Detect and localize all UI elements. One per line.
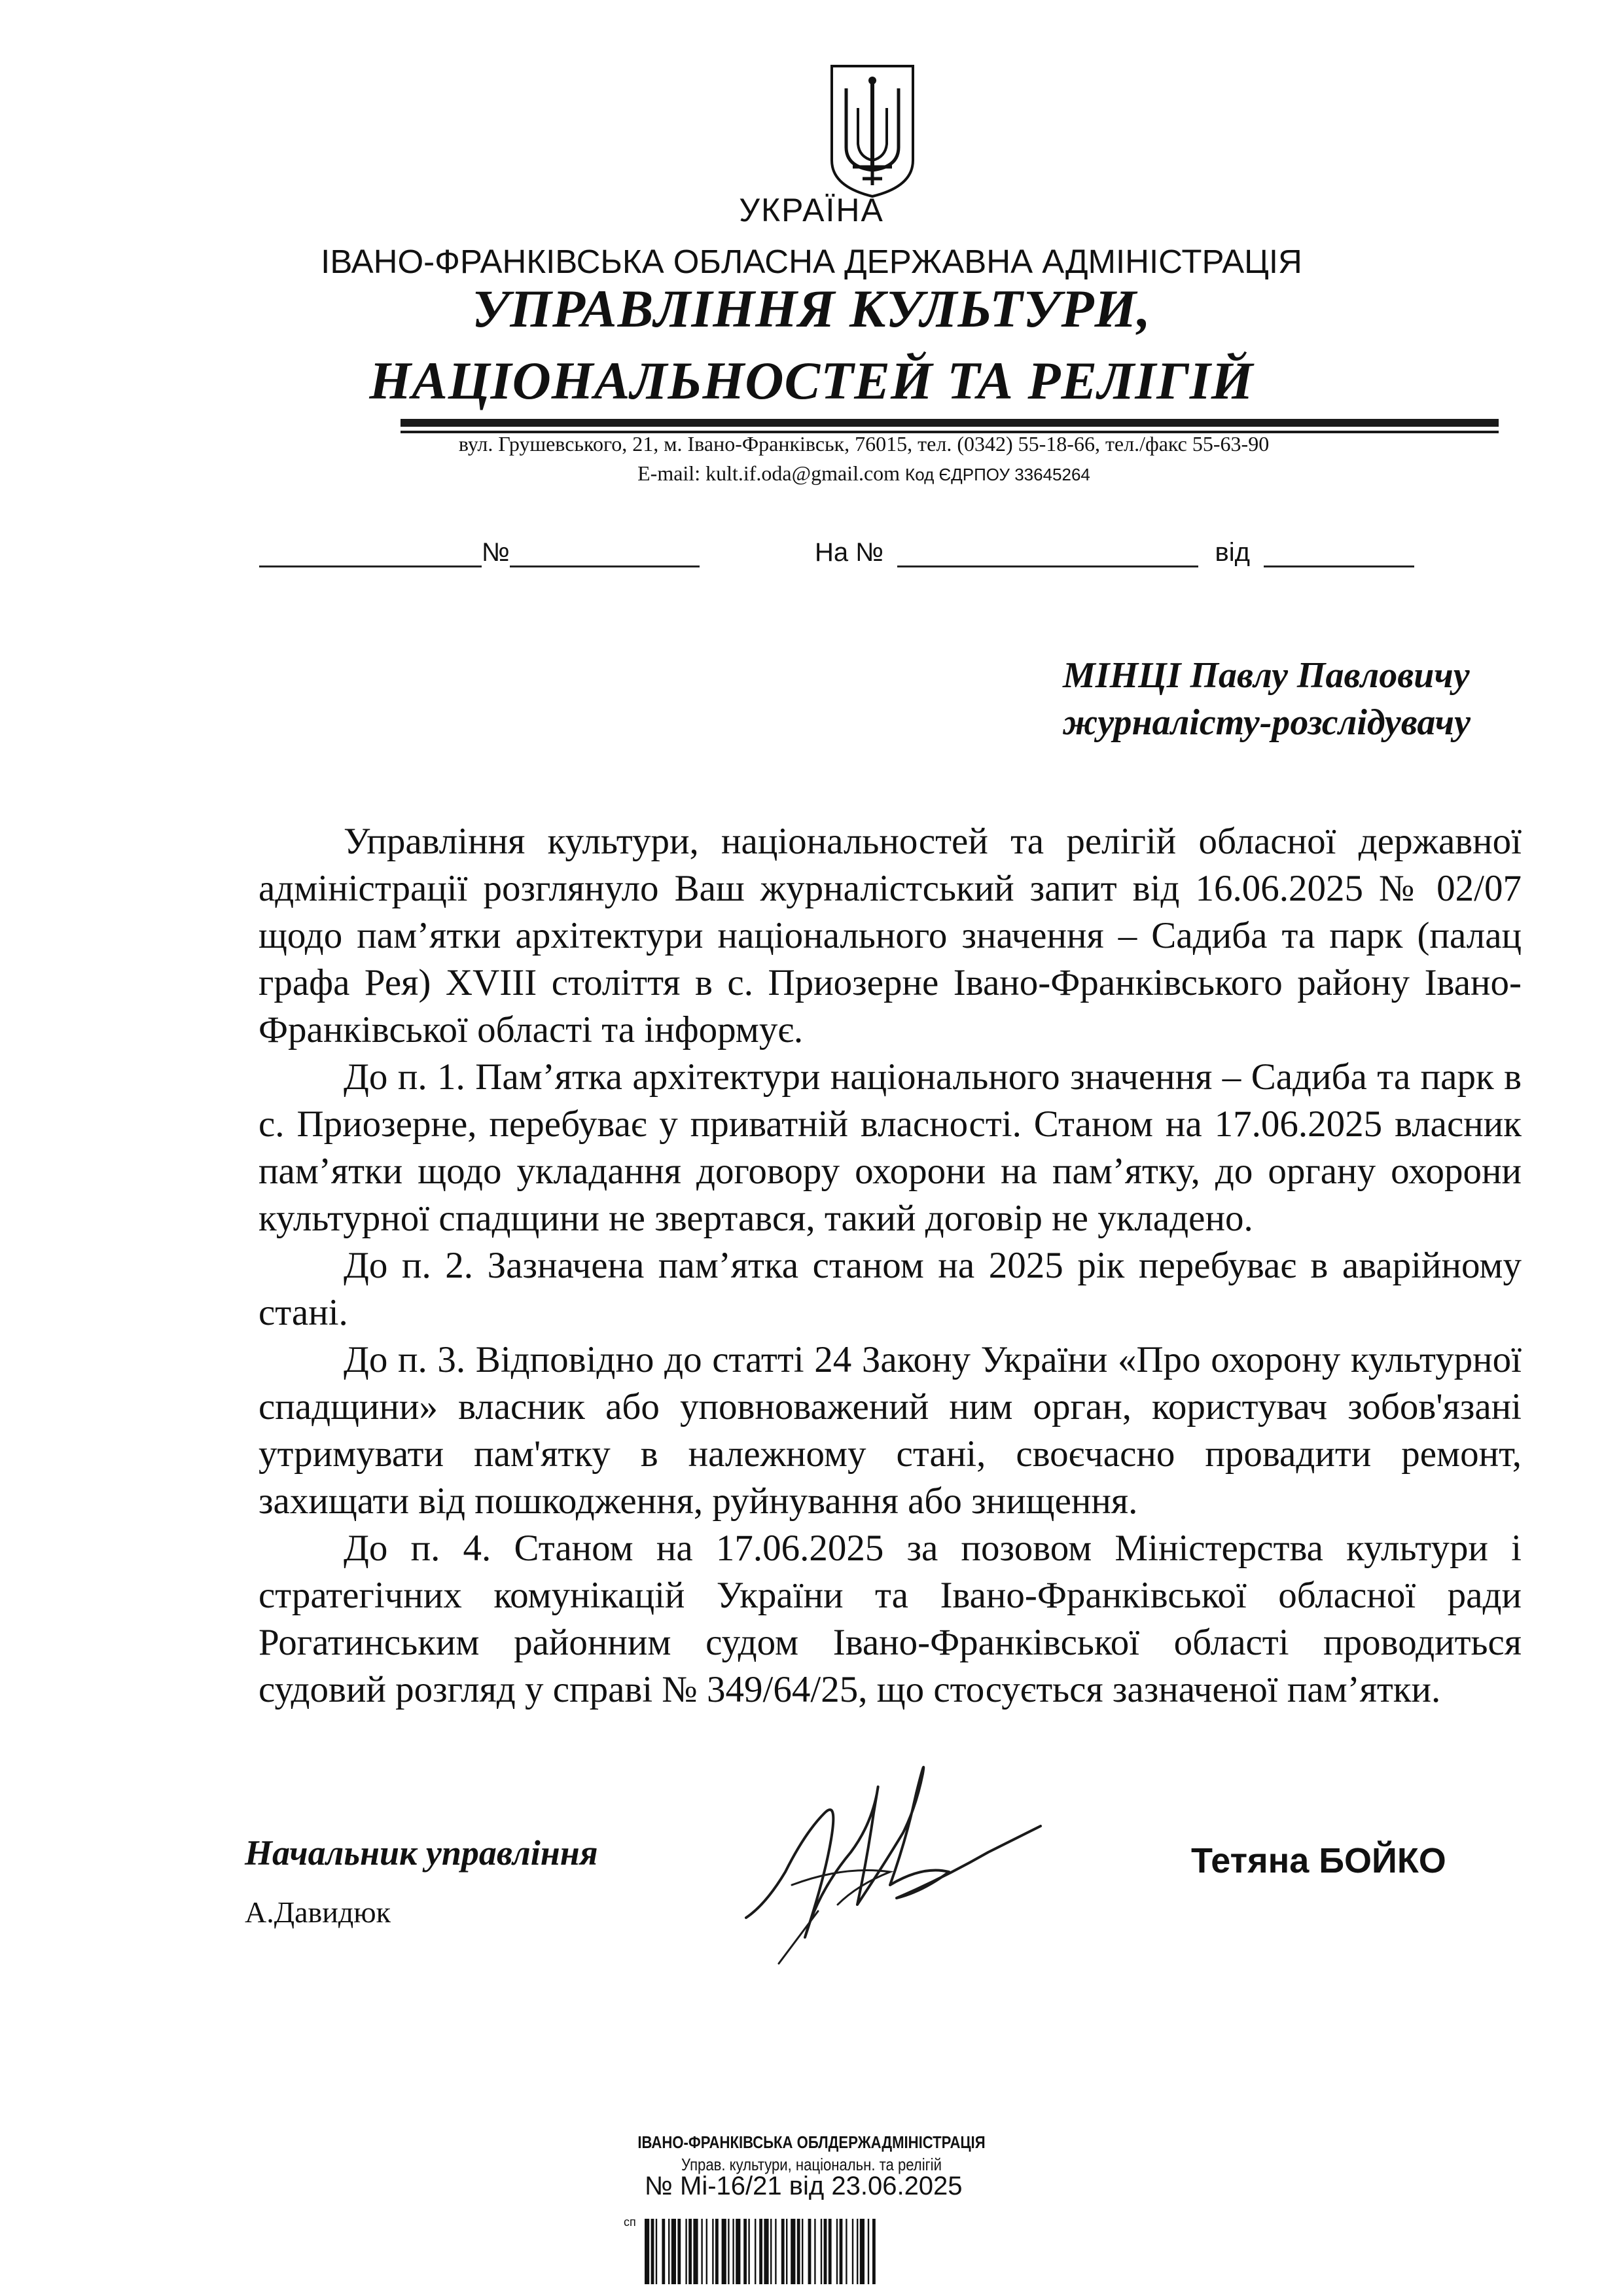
- barcode-bar: [791, 2219, 795, 2284]
- barcode-bar: [701, 2219, 702, 2284]
- administration-heading: ІВАНО-ФРАНКІВСЬКА ОБЛАСНА ДЕРЖАВНА АДМІНІСТРАЦІЯ: [321, 243, 1302, 280]
- executor-name: А.Давидюк: [245, 1895, 391, 1929]
- body-paragraph: До п. 3. Відповідно до статті 24 Закону України «Про охорону культурної спадщини» власник або уповноважений ним орган, користувач зобов'язані утримувати пам'ятку в належному стані, своєчасно провадити ремонт, захищати від пошкодження, руйнування або знищення.: [259, 1339, 1522, 1522]
- barcode-bar: [645, 2219, 649, 2284]
- barcode-bar: [852, 2219, 853, 2284]
- barcode-bar: [736, 2219, 740, 2284]
- body-paragraph: До п. 4. Станом на 17.06.2025 за позовом Міністерства культури і стратегічних комунікацій України та Івано-Франківської обласної ради Рогатинським районним судом Івано-Франківської області проводиться судовий розгляд у справі № 349/64/25, що стосується зазначеної пам’ятки.: [259, 1528, 1522, 1710]
- barcode-bar: [677, 2219, 681, 2284]
- barcode-bar: [715, 2219, 719, 2284]
- stamp-registration-number: № Мі-16/21 від 23.06.2025: [645, 2172, 963, 2200]
- number-label: №: [482, 538, 510, 567]
- barcode-bar: [662, 2219, 665, 2284]
- barcode-bar: [775, 2219, 776, 2284]
- barcode-bar: [802, 2219, 803, 2284]
- department-title-line2: НАЦІОНАЛЬНОСТЕЙ ТА РЕЛІГІЙ: [369, 351, 1254, 410]
- barcode-bar: [808, 2219, 812, 2284]
- address-line: вул. Грушевського, 21, м. Івано-Франківськ, 76015, тел. (0342) 55-18-66, тел./факс 55-63-90: [458, 432, 1270, 456]
- barcode-bar: [814, 2219, 815, 2284]
- barcode-bar: [706, 2219, 707, 2284]
- barcode-bar: [781, 2219, 785, 2284]
- barcode-bar: [829, 2219, 832, 2284]
- barcode-bar: [840, 2219, 843, 2284]
- barcode-bar: [860, 2219, 865, 2284]
- barcode-bar: [821, 2219, 822, 2284]
- signatory-position: Начальник управління: [245, 1833, 598, 1873]
- signatory-name: Тетяна БОЙКО: [1191, 1841, 1446, 1880]
- registration-line: [259, 537, 1424, 576]
- barcode-bar: [786, 2219, 787, 2284]
- ref-date-blank: [1264, 537, 1414, 567]
- letter-body: [259, 818, 1522, 1713]
- barcode-bar: [728, 2219, 729, 2284]
- barcode-bar: [668, 2219, 669, 2284]
- stamp-unit: Управ. культури, національн. та релігій: [681, 2155, 942, 2174]
- barcode-bar: [836, 2219, 838, 2284]
- ref-number-blank: [897, 537, 1198, 567]
- barcode-bar: [712, 2219, 713, 2284]
- department-title-line1: УПРАВЛІННЯ КУЛЬТУРИ,: [472, 279, 1151, 338]
- barcode-bar: [764, 2219, 768, 2284]
- barcode-icon: [645, 2206, 1027, 2284]
- barcode-bar: [671, 2219, 676, 2284]
- edrpou-code: Код ЄДРПОУ 33645264: [905, 465, 1090, 484]
- barcode-bar: [685, 2219, 687, 2284]
- number-blank: [510, 537, 700, 567]
- barcode-bar: [722, 2219, 726, 2284]
- stamp-organization: ІВАНО-ФРАНКІВСЬКА ОБЛДЕРЖАДМІНІСТРАЦІЯ: [637, 2132, 986, 2152]
- addressee-position: журналісту-розслідувачу: [1063, 702, 1471, 743]
- barcode-bar: [770, 2219, 772, 2284]
- handwritten-signature: [726, 1754, 1054, 1970]
- body-paragraph: До п. 1. Пам’ятка архітектури національного значення – Садиба та парк в с. Приозерне, перебуває у приватній власності. Станом на 17.06.2025 власник пам’ятки щодо укладання договору охорони на пам’ятку, до органу охорони культурної спадщини не звертався, такий договір не укладено.: [259, 1056, 1522, 1239]
- body-paragraph: Управління культури, національностей та релігій обласної державної адміністрації розглянуло Ваш журналістський запит від 16.06.2025 № 02/07 щодо пам’ятки архітектури національного значення – Садиба та парк (палац графа Рея) XVIII століття в с. Приозерне Івано-Франківського району Івано-Франківської області та інформує.: [259, 821, 1522, 1050]
- coat-of-arms-icon: [827, 62, 918, 200]
- barcode-bar: [748, 2219, 749, 2284]
- addressee-name: МІНЦІ Павлу Павловичу: [1063, 655, 1470, 696]
- barcode-bar: [868, 2219, 869, 2284]
- barcode-bar: [693, 2219, 698, 2284]
- email: E-mail: kult.if.oda@gmail.com: [637, 461, 901, 485]
- contacts-line: [0, 461, 1623, 486]
- barcode-bar: [656, 2219, 657, 2284]
- date-blank: [259, 537, 482, 567]
- barcode-bar: [846, 2219, 847, 2284]
- barcode-bar: [797, 2219, 800, 2284]
- ref-label: На №: [815, 538, 884, 567]
- ref-date-label: від: [1215, 538, 1250, 567]
- barcode-bar: [651, 2219, 654, 2284]
- barcode-bar: [872, 2219, 876, 2284]
- barcode-bar: [688, 2219, 692, 2284]
- barcode-bar: [743, 2219, 747, 2284]
- barcode-bar: [759, 2219, 762, 2284]
- barcode-bar: [857, 2219, 858, 2284]
- stamp-code: сп: [624, 2215, 636, 2229]
- barcode-bar: [824, 2219, 827, 2284]
- barcode-bar: [732, 2219, 734, 2284]
- barcode-bar: [755, 2219, 756, 2284]
- country-heading: УКРАЇНА: [739, 192, 884, 228]
- body-paragraph: До п. 2. Зазначена пам’ятка станом на 2025 рік перебуває в аварійному стані.: [259, 1245, 1522, 1333]
- header-divider: [401, 419, 1499, 427]
